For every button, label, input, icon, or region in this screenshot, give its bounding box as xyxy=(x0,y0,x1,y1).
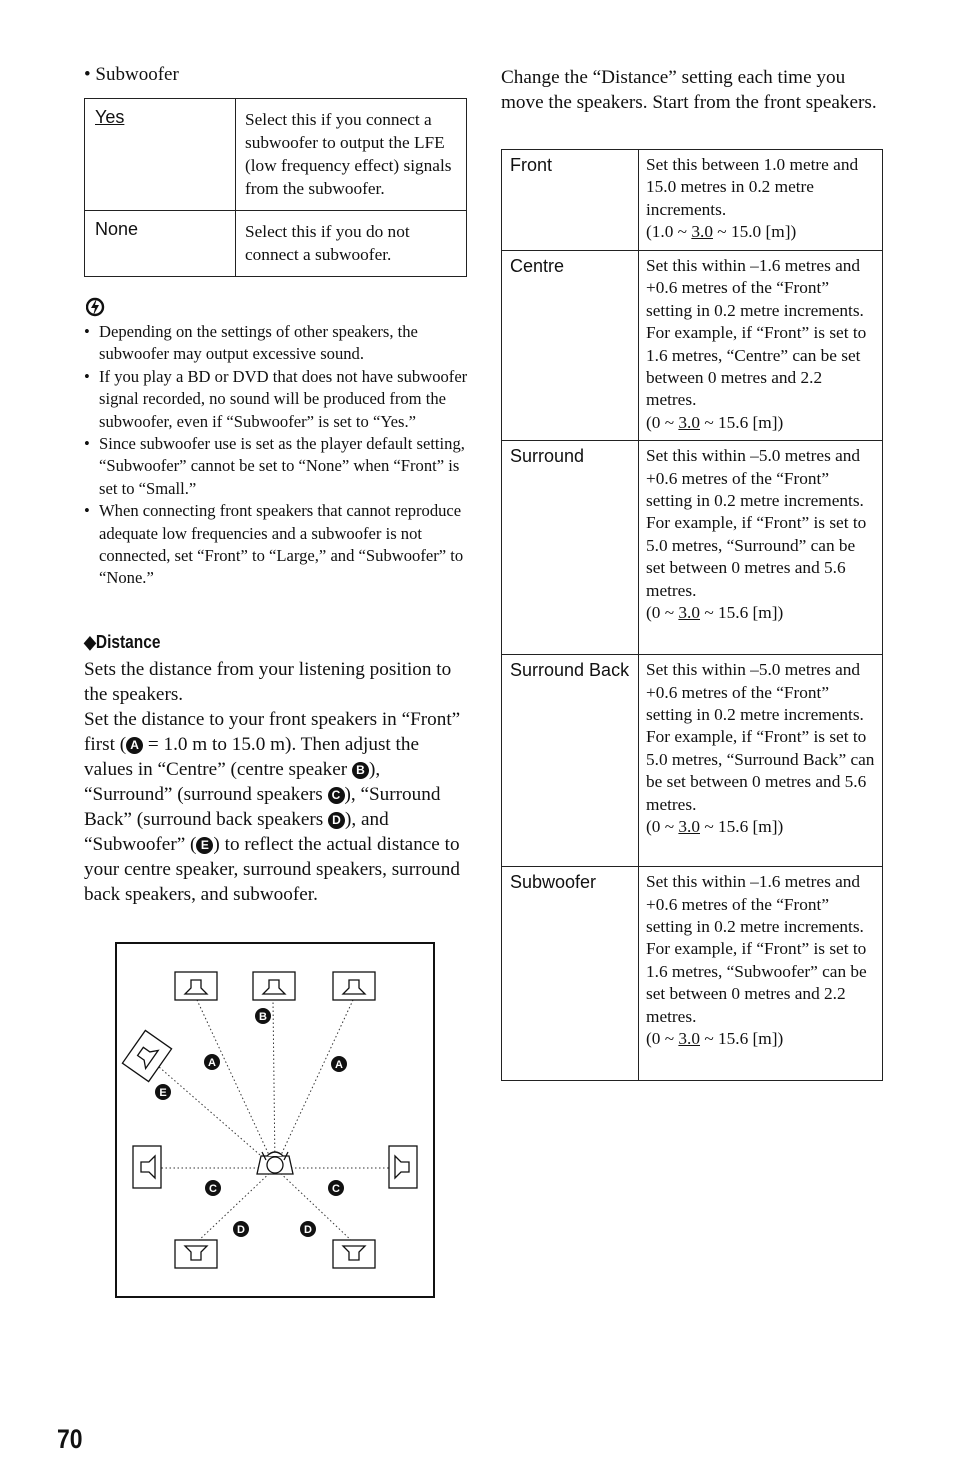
marker-b-label: B xyxy=(259,1011,267,1023)
distance-paragraph-2: Set the distance to your front speakers in “Front” first ( A = 1.0 m to 15.0 m). Then adjust the values in “Centre” (centre speaker B ), “Surround” (surround speakers C ), “Surround Back” (surround back speakers D ), and “Subwoofer” ( E ) to reflect the actual distance to your centre speaker, surround speakers, surround back speakers, and subwoofer. xyxy=(84,709,461,905)
table-row xyxy=(502,150,883,251)
front-right-speaker-icon xyxy=(333,972,375,1000)
surround-right-speaker-icon xyxy=(389,1146,417,1188)
row-desc: Set this within –5.0 metres and +0.6 metres of the “Front” setting in 0.2 metre increments. For example, if “Front” is set to 5.0 metres, “Surround” can be set between 0 metres and 5.6 metres. (0 ~ 3.0 ~ 15.6 [m]) xyxy=(639,441,883,655)
subwoofer-bullet: • Subwoofer xyxy=(84,64,179,85)
subwoofer-options-table xyxy=(84,98,467,277)
front-left-speaker-icon xyxy=(175,972,217,1000)
note-item: • When connecting front speakers that cannot reproduce adequate low frequencies and a subwoofer is not connected, set “Front” to “Large,” and “Subwoofer” to “None.” xyxy=(84,500,469,590)
row-key: Surround xyxy=(502,441,639,655)
table-row xyxy=(85,99,467,211)
surround-back-right-speaker-icon xyxy=(333,1240,375,1268)
marker-d-label: D xyxy=(304,1224,312,1236)
note-item: • Depending on the settings of other speakers, the subwoofer may output excessive sound. xyxy=(84,321,469,366)
row-key: Front xyxy=(502,150,639,251)
option-key-yes: Yes xyxy=(85,99,236,211)
note-item: • Since subwoofer use is set as the player default setting, “Subwoofer” cannot be set to “None” when “Front” is set to “Small.” xyxy=(84,433,469,500)
table-row xyxy=(85,211,467,277)
note-icon xyxy=(86,296,106,318)
table-row xyxy=(502,867,883,1081)
marker-c-label: C xyxy=(332,1183,340,1195)
marker-c-icon: C xyxy=(328,787,345,804)
row-key: Subwoofer xyxy=(502,867,639,1081)
marker-a-label: A xyxy=(208,1057,216,1069)
marker-a-label: A xyxy=(335,1059,343,1071)
table-row xyxy=(502,655,883,867)
distance-intro: Change the “Distance” setting each time you move the speakers. Start from the front speakers. xyxy=(501,67,877,113)
distance-paragraph-1: Sets the distance from your listening position to the speakers. xyxy=(84,659,452,705)
row-desc: Set this between 1.0 metre and 15.0 metres in 0.2 metre increments. (1.0 ~ 3.0 ~ 15.0 [m]) xyxy=(639,150,883,251)
note-item: • If you play a BD or DVD that does not have subwoofer signal recorded, no sound will be produced from the subwoofer, even if “Subwoofer” is set to “Yes.” xyxy=(84,366,469,433)
surround-back-left-speaker-icon xyxy=(175,1240,217,1268)
row-key: Centre xyxy=(502,251,639,441)
marker-a-icon: A xyxy=(126,737,143,754)
row-desc: Set this within –1.6 metres and +0.6 metres of the “Front” setting in 0.2 metre increments. For example, if “Front” is set to 1.6 metres, “Subwoofer” can be set between 0 metres and 2.2 metres. (0 ~ 3.0 ~ 15.6 [m]) xyxy=(639,867,883,1081)
option-desc: Select this if you do not connect a subwoofer. xyxy=(236,211,467,277)
table-row xyxy=(502,251,883,441)
row-key: Surround Back xyxy=(502,655,639,867)
option-key-none: None xyxy=(85,211,236,277)
page-number: 70 xyxy=(57,1424,83,1454)
row-desc: Set this within –5.0 metres and +0.6 metres of the “Front” setting in 0.2 metre increments. For example, if “Front” is set to 5.0 metres, “Surround Back” can be set between 0 metres and 5.6 metres. (0 ~ 3.0 ~ 15.6 [m]) xyxy=(639,655,883,867)
speaker-layout-diagram xyxy=(115,942,435,1298)
row-desc: Set this within –1.6 metres and +0.6 metres of the “Front” setting in 0.2 metre increments. For example, if “Front” is set to 1.6 metres, “Centre” can be set between 0 metres and 2.2 metres. (0 ~ 3.0 ~ 15.6 [m]) xyxy=(639,251,883,441)
center-speaker-icon xyxy=(253,972,295,1000)
notes-list xyxy=(84,321,469,590)
marker-e-label: E xyxy=(159,1087,167,1099)
marker-c-label: C xyxy=(209,1183,217,1195)
surround-left-speaker-icon xyxy=(133,1146,161,1188)
table-row xyxy=(502,441,883,655)
distance-body xyxy=(84,657,468,907)
marker-e-icon: E xyxy=(196,837,213,854)
marker-d-icon: D xyxy=(328,812,345,829)
distance-heading: ◆Distance xyxy=(84,632,161,652)
option-desc: Select this if you connect a subwoofer to output the LFE (low frequency effect) signals from the subwoofer. xyxy=(236,99,467,211)
marker-d-label: D xyxy=(237,1224,245,1236)
distance-table xyxy=(501,149,883,1081)
marker-b-icon: B xyxy=(352,762,369,779)
